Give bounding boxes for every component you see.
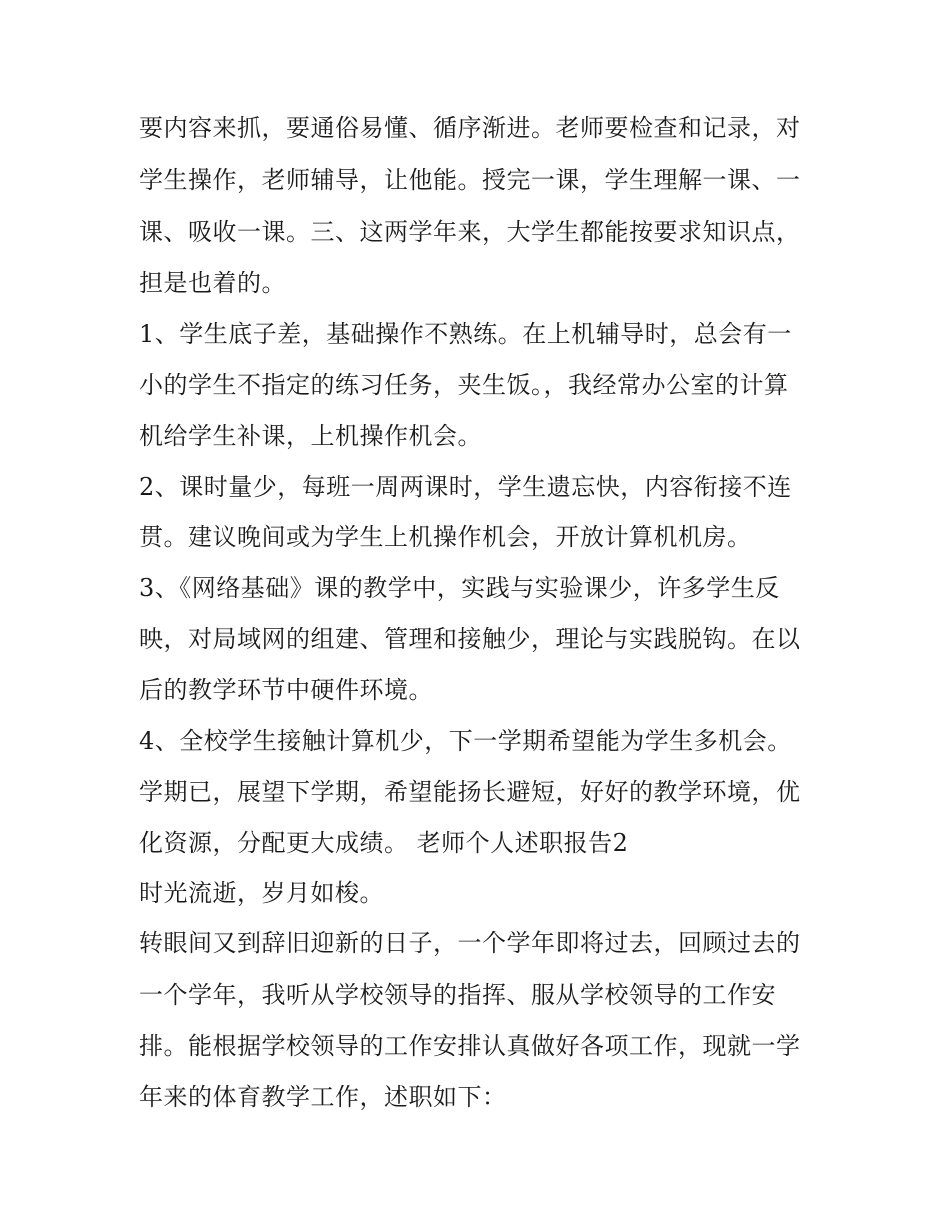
text-line: 担是也着的。	[139, 269, 286, 297]
text-line: 贯。建议晚间或为学生上机操作机会，开放计算机机房。	[139, 523, 752, 551]
text-line: 映，对局域网的组建、管理和接触少，理论与实践脱钩。在以	[139, 625, 801, 653]
text-line: 3、《网络基础》课的教学中，实践与实验课少，许多学生反	[139, 574, 780, 602]
text-line: 化资源，分配更大成绩。 老师个人述职报告2	[139, 829, 629, 857]
text-line: 学生操作，老师辅导，让他能。授完一课，学生理解一课、一	[139, 166, 801, 194]
text-line: 要内容来抓，要通俗易懂、循序渐进。老师要检查和记录，对	[139, 114, 801, 142]
text-line: 转眼间又到辞旧迎新的日子，一个学年即将过去，回顾过去的	[139, 929, 801, 957]
text-line: 机给学生补课，上机操作机会。	[139, 422, 482, 450]
text-line: 课、吸收一课。三、这两学年来，大学生都能按要求知识点，	[139, 218, 801, 246]
text-line: 时光流逝，岁月如梭。	[139, 879, 384, 907]
text-line: 小的学生不指定的练习任务，夹生饭。，我经常办公室的计算	[139, 371, 789, 399]
text-line: 排。能根据学校领导的工作安排认真做好各项工作，现就一学	[139, 1032, 801, 1060]
text-line: 2、课时量少，每班一周两课时，学生遗忘快，内容衔接不连	[139, 473, 792, 501]
text-line: 年来的体育教学工作，述职如下：	[139, 1083, 507, 1111]
text-line: 一个学年，我听从学校领导的指挥、服从学校领导的工作安	[139, 981, 776, 1009]
text-line: 学期已，展望下学期，希望能扬长避短，好好的教学环境，优	[139, 778, 801, 806]
text-line: 1、学生底子差，基础操作不熟练。在上机辅导时，总会有一	[139, 320, 792, 348]
text-line: 4、全校学生接触计算机少，下一学期希望能为学生多机会。	[139, 727, 792, 755]
text-line: 后的教学环节中硬件环境。	[139, 676, 433, 704]
